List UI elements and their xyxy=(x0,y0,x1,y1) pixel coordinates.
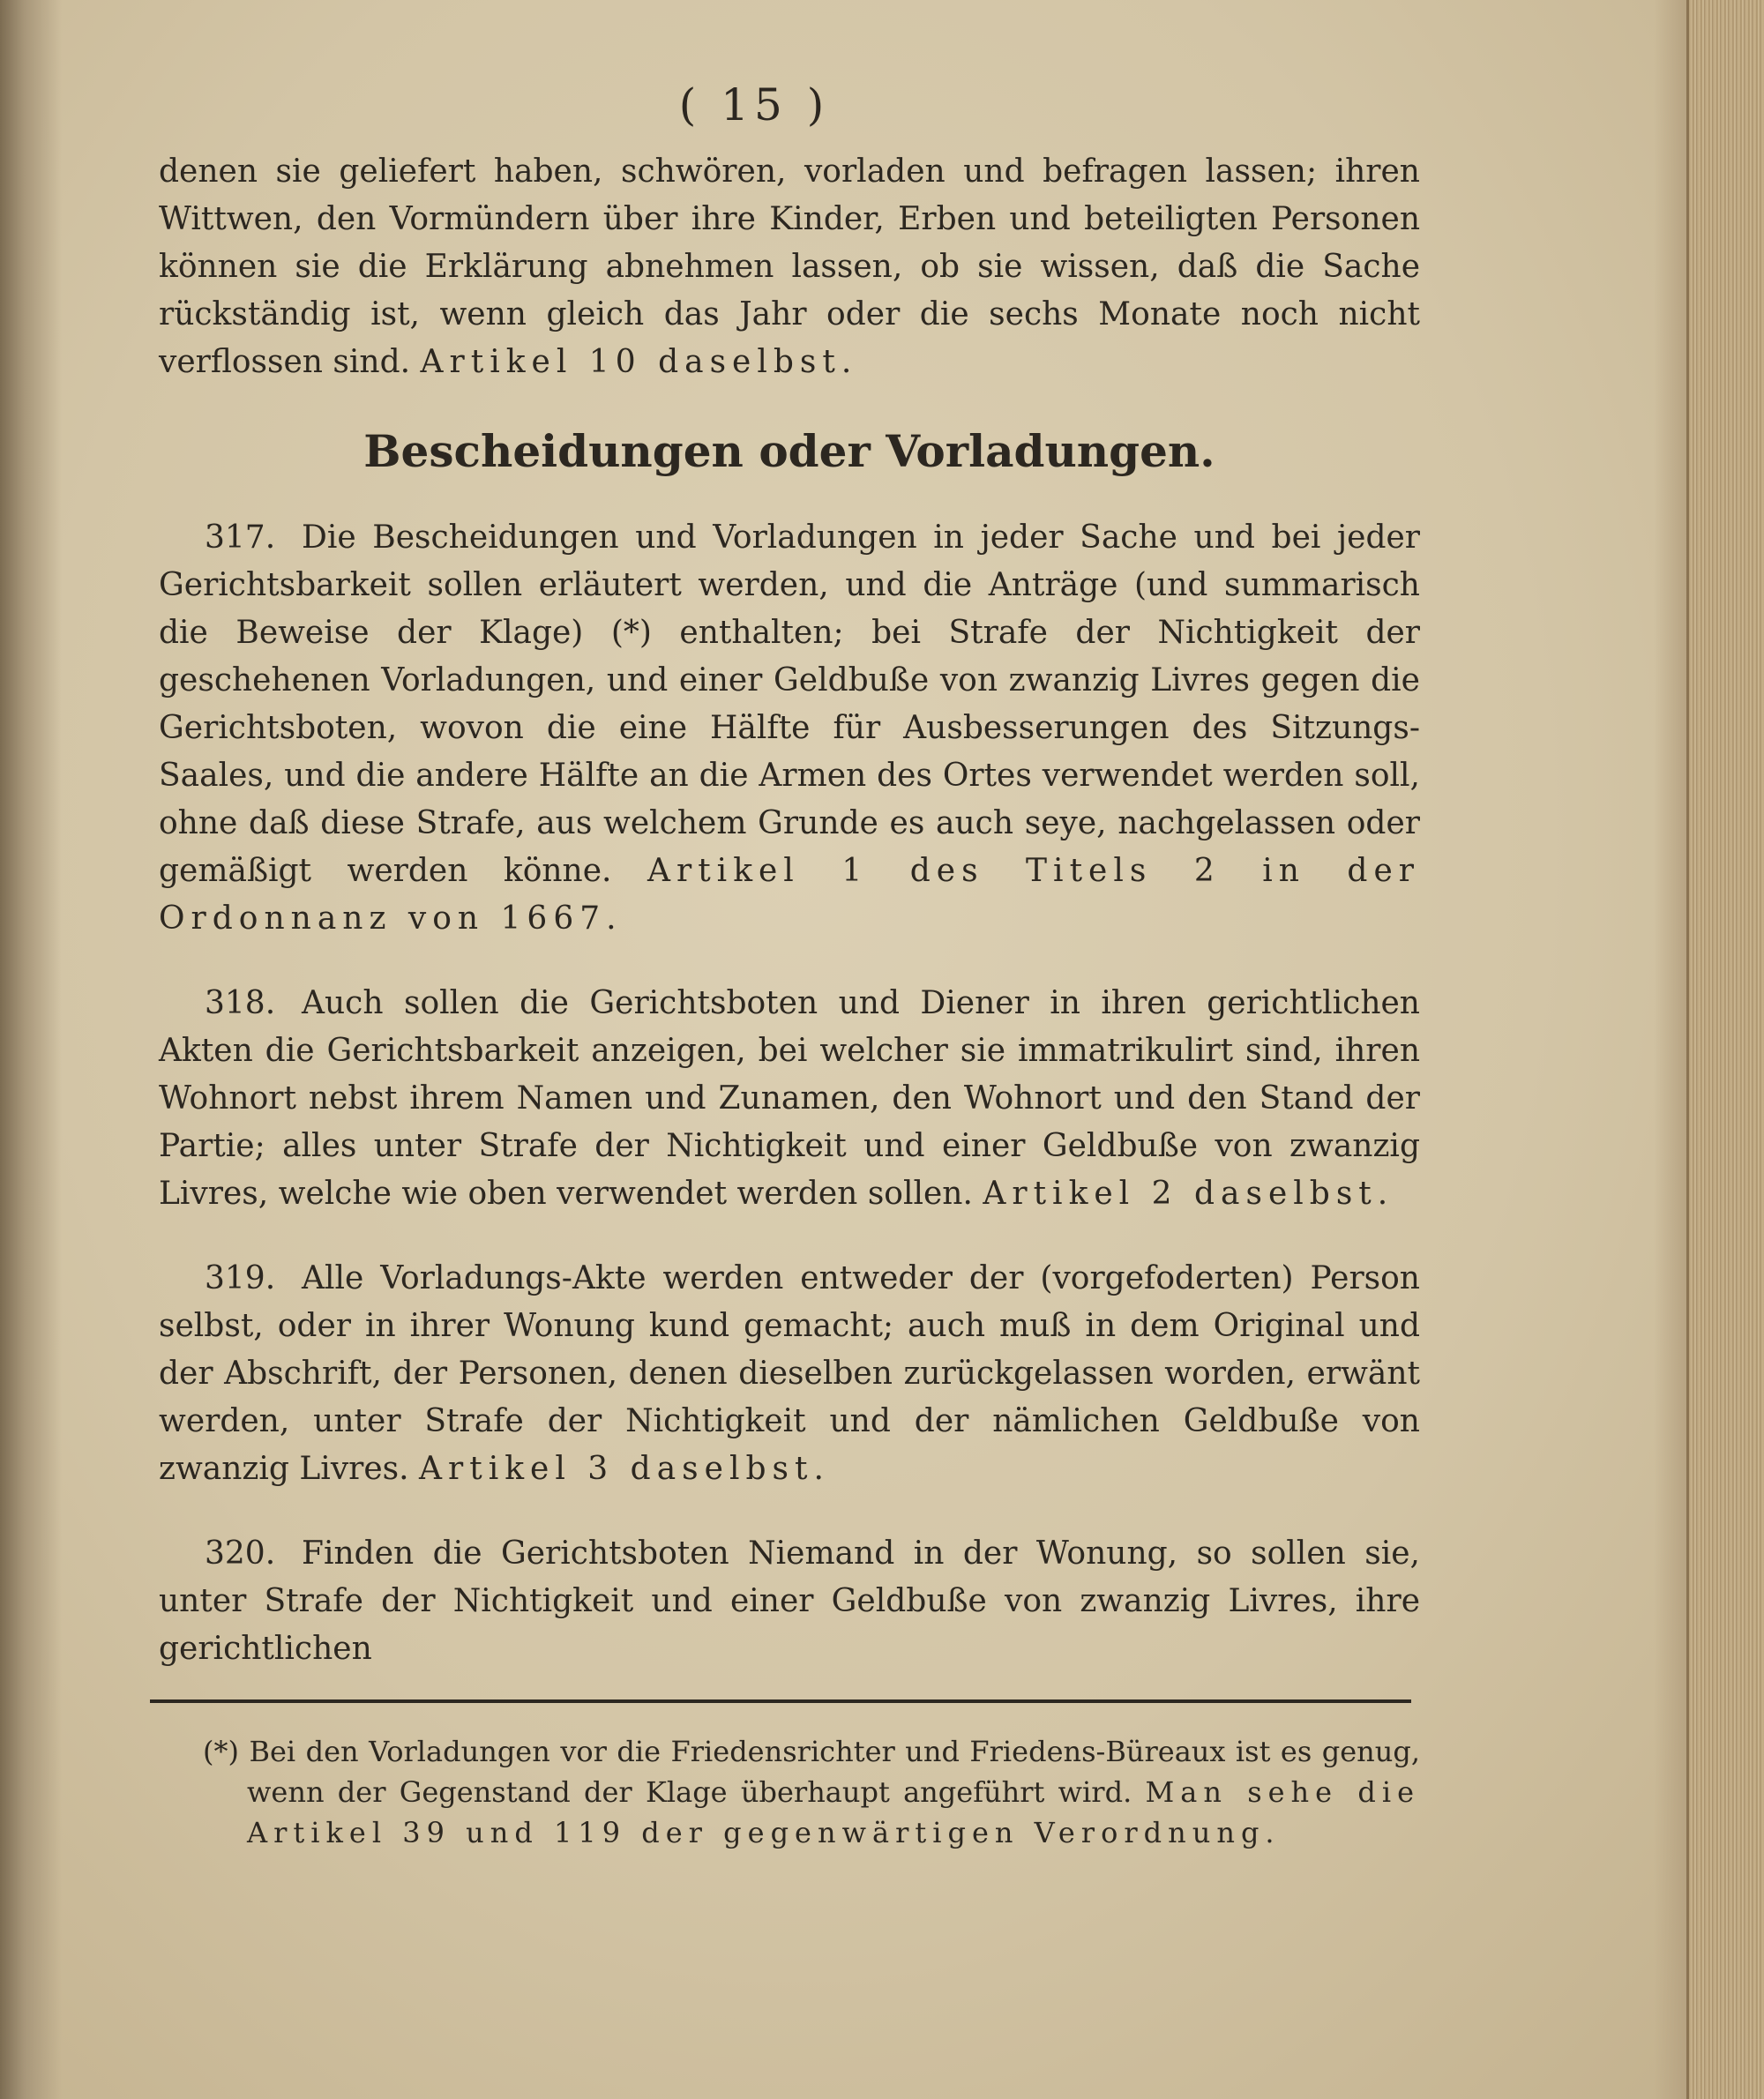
paragraph-number: 319. xyxy=(205,1260,276,1296)
paragraph-number: 320. xyxy=(205,1535,276,1572)
footnote-citation: Man sehe die Artikel 39 und 119 der gegenwärtigen Verordnung. xyxy=(247,1775,1420,1849)
footnote-marker: (*) xyxy=(203,1735,239,1768)
footnote xyxy=(203,1731,1420,1853)
intro-citation: Artikel 10 daselbst. xyxy=(420,344,858,380)
paragraph-317 xyxy=(159,514,1420,943)
intro-paragraph xyxy=(159,148,1420,386)
page-fold xyxy=(1654,0,1689,2099)
footnote-divider xyxy=(150,1699,1411,1703)
text-block xyxy=(159,79,1420,1881)
page-number: ( 15 ) xyxy=(678,79,830,131)
page-edges xyxy=(1686,0,1764,2099)
footnote-text: Bei den Vorladungen vor die Friedensrichter und Friedens-Büreaux ist es genug, wenn der Gegenstand der Klage überhaupt angeführt wird. xyxy=(247,1735,1421,1809)
paragraph-citation: Artikel 2 daselbst. xyxy=(983,1176,1394,1212)
paragraph-number: 317. xyxy=(205,519,276,556)
paragraph-number: 318. xyxy=(205,985,276,1021)
paragraph-citation: Artikel 3 daselbst. xyxy=(419,1451,830,1487)
paragraph-320 xyxy=(159,1530,1420,1673)
intro-text: denen sie geliefert haben, schwören, vorladen und befragen lassen; ihren Wittwen, den Vormündern über ihre Kinder, Erben und beteiligten Personen können sie die Erklärung abnehmen lassen, ob sie wissen, daß die Sache rückständig ist, wenn gleich das Jahr oder die sechs Monate noch nicht verflossen sind. xyxy=(159,153,1420,380)
paragraph-text: Die Bescheidungen und Vorladungen in jeder Sache und bei jeder Gerichtsbarkeit sollen erläutert werden, und die Anträge (und summarisch die Beweise der Klage) (*) enthalten; bei Strafe der Nichtigkeit der geschehenen Vorladungen, und einer Geldbuße von zwanzig Livres gegen die Gerichtsboten, wovon die eine Hälfte für Ausbesserungen des Sitzungs-Saales, und die andere Hälfte an die Armen des Ortes verwendet werden soll, ohne daß diese Strafe, aus welchem Grunde es auch seye, nachgelassen oder gemäßigt werden könne. xyxy=(159,519,1420,889)
paragraph-citation: Artikel 1 des Titels 2 in der Ordonnanz von 1667. xyxy=(159,853,1420,937)
paragraph-318 xyxy=(159,980,1420,1218)
gutter-shadow xyxy=(0,0,62,2099)
paragraph-text: Finden die Gerichtsboten Niemand in der Wonung, so sollen sie, unter Strafe der Nichtigkeit und einer Geldbuße von zwanzig Livres, ihre gerichtlichen xyxy=(159,1535,1420,1667)
paragraph-text: Alle Vorladungs-Akte werden entweder der (vorgefoderten) Person selbst, oder in ihrer Wonung kund gemacht; auch muß in dem Original und der Abschrift, der Personen, denen dieselben zurückgelassen worden, erwänt werden, unter Strafe der Nichtigkeit und der nämlichen Geldbuße von zwanzig Livres. xyxy=(159,1260,1420,1487)
section-heading: Bescheidungen oder Vorladungen. xyxy=(363,425,1215,477)
paragraph-text: Auch sollen die Gerichtsboten und Diener in ihren gerichtlichen Akten die Gerichtsbarkeit anzeigen, bei welcher sie immatrikulirt sind, ihren Wohnort nebst ihrem Namen und Zunamen, den Wohnort und den Stand der Partie; alles unter Strafe der Nichtigkeit und einer Geldbuße von zwanzig Livres, welche wie oben verwendet werden sollen. xyxy=(159,985,1420,1212)
paragraph-319 xyxy=(159,1255,1420,1493)
